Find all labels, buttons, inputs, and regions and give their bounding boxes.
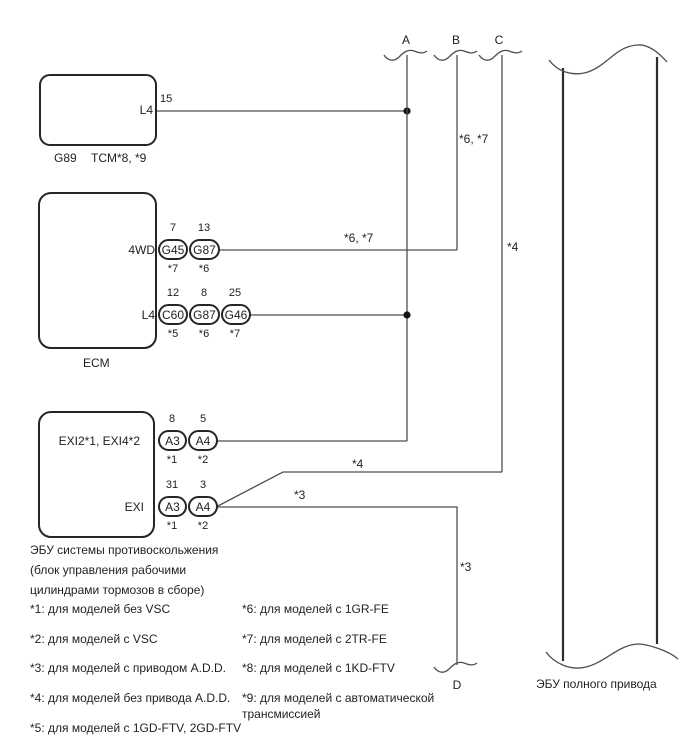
- ecm-caption: ECM: [83, 356, 110, 370]
- footnote-2: *2: для моделей с VSC: [30, 632, 158, 646]
- pin-number: 25: [228, 287, 242, 299]
- bus-label-c: C: [494, 33, 504, 47]
- skid-row-exi24-label: EXI2*1, EXI4*2: [58, 434, 140, 448]
- break-wave-icon-d: [434, 662, 477, 672]
- pin-number: 8: [200, 287, 208, 299]
- pin-number: 13: [197, 222, 211, 234]
- skid-ecu-box: [38, 411, 155, 538]
- footnote-7: *7: для моделей с 2TR-FE: [242, 632, 387, 646]
- footnote-3: *3: для моделей с приводом A.D.D.: [30, 661, 226, 675]
- connector-a3: A3: [158, 430, 187, 451]
- skid-ecu-caption-line3: цилиндрами тормозов в сборе): [30, 583, 205, 597]
- tcm-pin-number: 15: [160, 93, 173, 105]
- connector-note: *2: [197, 454, 209, 466]
- connector-note: *1: [166, 520, 178, 532]
- pin-number: 12: [166, 287, 180, 299]
- pin-number: 3: [199, 479, 207, 491]
- footnote-5: *5: для моделей с 1GD-FTV, 2GD-FTV: [30, 721, 242, 735]
- footnote-6: *6: для моделей с 1GR-FE: [242, 602, 389, 616]
- connector-a4: A4: [188, 496, 218, 517]
- connector-g46: G46: [221, 304, 251, 325]
- awd-ecu-caption: ЭБУ полного привода: [536, 677, 657, 691]
- wire-note-bus-b: *6, *7: [459, 132, 489, 146]
- connector-note: *2: [197, 520, 209, 532]
- pin-number: 7: [169, 222, 177, 234]
- awd-ecu-break-bottom-icon: [546, 644, 678, 668]
- break-wave-icon-c: [479, 50, 522, 60]
- wire-exi-to-bus-c: [216, 472, 502, 507]
- connector-note: *6: [198, 263, 210, 275]
- footnote-9: *9: для моделей с автоматической трансмиссией: [242, 691, 435, 721]
- break-wave-icon-a: [384, 50, 427, 60]
- connector-g87: G87: [189, 239, 220, 260]
- wire-note-bus-c: *4: [507, 240, 519, 254]
- connector-note: *7: [167, 263, 179, 275]
- connector-note: *1: [166, 454, 178, 466]
- pin-number: 8: [168, 413, 176, 425]
- pin-number: 31: [165, 479, 179, 491]
- wire-note-exi-lower: *3: [294, 488, 306, 502]
- bus-label-b: B: [451, 33, 461, 47]
- footnote-8: *8: для моделей с 1KD-FTV: [242, 661, 395, 675]
- skid-ecu-caption-line2: (блок управления рабочими: [30, 563, 187, 577]
- skid-row-exi-label: EXI: [124, 500, 144, 514]
- skid-ecu-caption-line1: ЭБУ системы противоскольжения: [30, 543, 219, 557]
- junction-dot-ecm-a: [403, 311, 410, 318]
- connector-note: *7: [229, 328, 241, 340]
- break-wave-icon-b: [434, 50, 477, 60]
- wire-note-exi-upper: *4: [352, 457, 364, 471]
- connector-note: *5: [167, 328, 179, 340]
- tcm-code-caption: G89: [54, 151, 77, 165]
- connector-a3: A3: [158, 496, 187, 517]
- bus-label-d: D: [452, 678, 462, 692]
- tcm-name-caption: TCM*8, *9: [91, 151, 147, 165]
- wire-note-line-d: *3: [460, 560, 472, 574]
- footnote-1: *1: для моделей без VSC: [30, 602, 171, 616]
- ecm-box: [38, 192, 157, 349]
- connector-c60: C60: [158, 304, 188, 325]
- connector-a4: A4: [188, 430, 218, 451]
- bus-label-a: A: [401, 33, 411, 47]
- footnote-4: *4: для моделей без привода A.D.D.: [30, 691, 231, 705]
- connector-note: *6: [198, 328, 210, 340]
- ecm-row-4wd-label: 4WD: [128, 243, 155, 257]
- ecm-row-l4-label: L4: [141, 308, 155, 322]
- awd-ecu-break-top-icon: [549, 45, 667, 74]
- wire-note-4wd: *6, *7: [344, 231, 374, 245]
- pin-number: 5: [199, 413, 207, 425]
- tcm-row-label: L4: [139, 103, 153, 117]
- skid-ecu-caption: [30, 540, 218, 600]
- connector-g45: G45: [158, 239, 188, 260]
- connector-g87: G87: [189, 304, 220, 325]
